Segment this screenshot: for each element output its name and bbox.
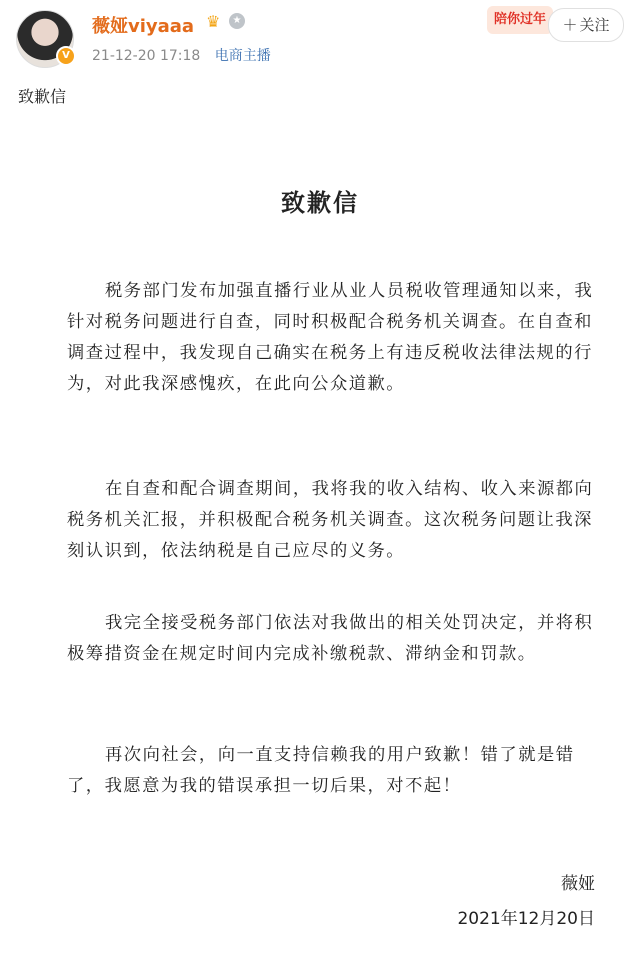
letter-paragraph: 在自查和配合调查期间，我将我的收入结构、收入来源都向税务机关汇报，并积极配合税务机关调查。这次税务问题让我深刻认识到，依法纳税是自己应尽的义务。 [67,479,594,561]
post-header [0,0,640,80]
letter-paragraph: 我完全接受税务部门依法对我做出的相关处罚决定，并将积极筹措资金在规定时间内完成补缴税款、滞纳金和罚款。 [67,613,594,664]
user-role-link[interactable]: 电商主播 [214,48,271,64]
letter-date: 2021年12月20日 [457,909,595,929]
follow-button[interactable] [548,8,624,42]
post-timestamp: 21-12-20 17:18 [92,48,201,64]
crown-icon: ♛ [206,12,221,31]
letter-signature: 薇娅 [561,874,595,894]
promo-badge[interactable]: 陪你过年 [487,6,553,34]
medal-icon: ★ [229,13,245,29]
post-text: 致歉信 [18,87,67,106]
verified-badge-icon: V [56,46,76,66]
post-meta [92,45,271,65]
letter-title: 致歉信 [281,189,359,217]
letter-paragraph: 再次向社会，向一直支持信赖我的用户致歉！错了就是错了，我愿意为我的错误承担一切后果，对不起！ [67,745,575,796]
plus-icon: ＋ [562,16,578,34]
letter-paragraph: 税务部门发布加强直播行业从业人员税收管理通知以来，我针对税务问题进行自查，同时积极配合税务机关调查。在自查和调查过程中，我发现自己确实在税务上有违反税收法律法规的行为，对此我深感愧疚，在此向公众道歉。 [67,281,594,394]
follow-label: 关注 [579,16,610,34]
username[interactable]: 薇娅viyaaa [92,16,195,37]
